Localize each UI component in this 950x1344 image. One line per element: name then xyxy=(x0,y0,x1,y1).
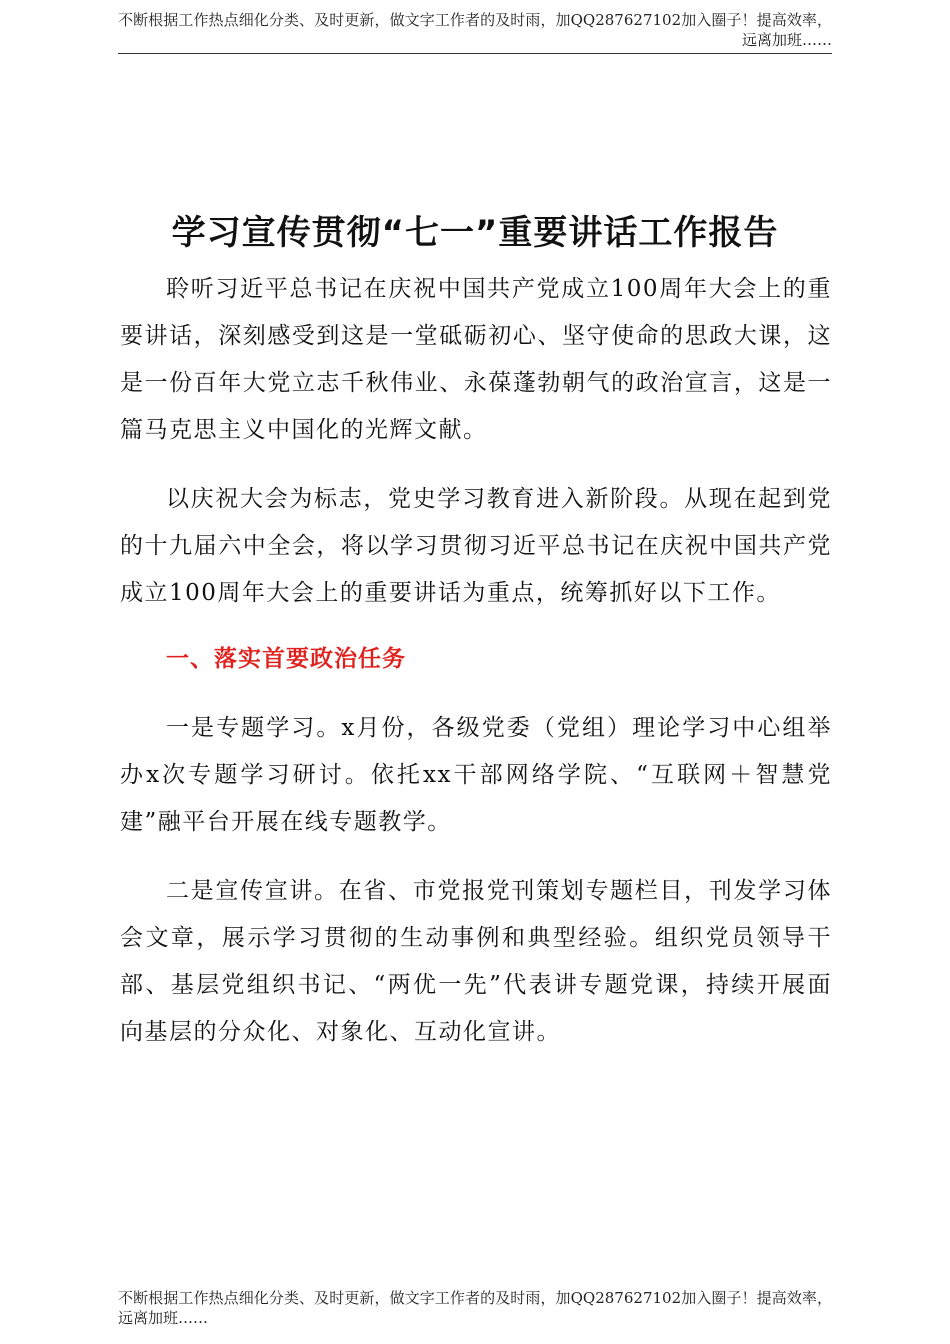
page-footer-note: 不断根据工作热点细化分类、及时更新，做文字工作者的及时雨，加QQ287627102加入圈子！提高效率，远离加班…… xyxy=(118,1289,832,1327)
section-heading-1: 一、落实首要政治任务 xyxy=(166,646,406,672)
intro-paragraph-2: 以庆祝大会为标志，党史学习教育进入新阶段。从现在起到党的十九届六中全会，将以学习贯彻习近平总书记在庆祝中国共产党成立100周年大会上的重要讲话为重点，统筹抓好以下工作。 xyxy=(120,486,832,606)
header-divider xyxy=(118,53,832,54)
page-header-note: 不断根据工作热点细化分类、及时更新，做文字工作者的及时雨，加QQ287627102加入圈子！提高效率，远离加班…… xyxy=(118,11,832,49)
document-title: 学习宣传贯彻“七一”重要讲话工作报告 xyxy=(171,212,779,253)
intro-paragraph-1: 聆听习近平总书记在庆祝中国共产党成立100周年大会上的重要讲话，深刻感受到这是一堂砥砺初心、坚守使命的思政大课，这是一份百年大党立志千秋伟业、永葆蓬勃朝气的政治宣言，这是一篇马克思主义中国化的光辉文献。 xyxy=(120,276,832,443)
section-paragraph-study: 一是专题学习。x月份，各级党委（党组）理论学习中心组举办x次专题学习研讨。依托xx干部网络学院、“互联网＋智慧党建”融平台开展在线专题教学。 xyxy=(120,715,832,835)
section-paragraph-publicity: 二是宣传宣讲。在省、市党报党刊策划专题栏目，刊发学习体会文章，展示学习贯彻的生动事例和典型经验。组织党员领导干部、基层党组织书记、“两优一先”代表讲专题党课，持续开展面向基层的分众化、对象化、互动化宣讲。 xyxy=(120,878,832,1045)
document-body xyxy=(120,266,832,1078)
